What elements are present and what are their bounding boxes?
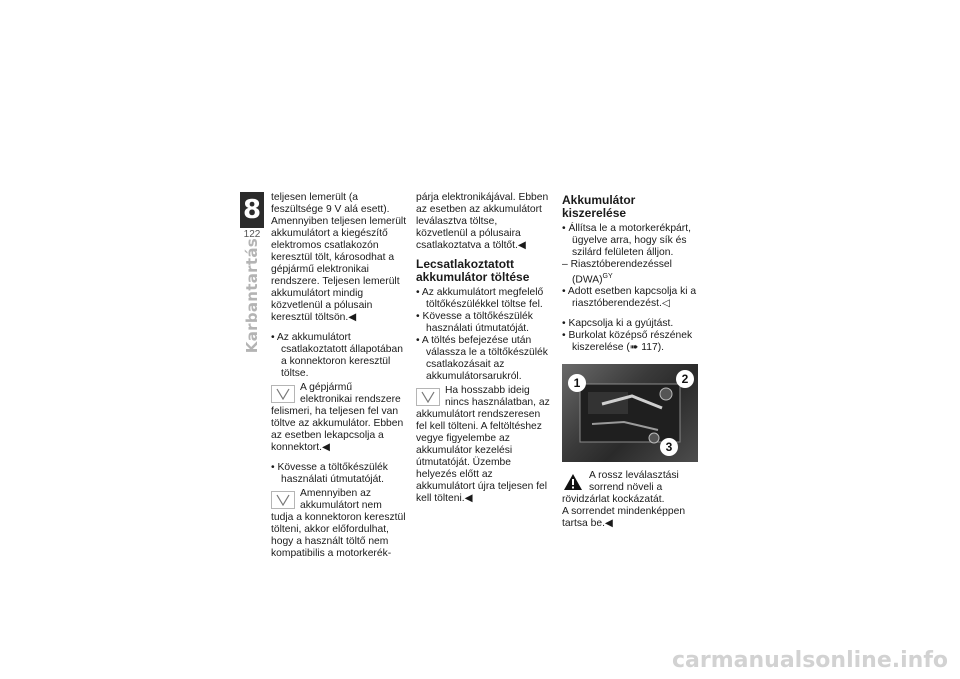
paragraph: teljesen lemerült (a feszültsége 9 V alá esett). Amennyiben teljesen lemerült akkumulátort a kiegészítő elektromos csatlakozón keresztül tölt, károsodhat a gépjármű elektronikai rendszere. Teljesen lemerült akkumulátort mindig közvetlenül a pólusain keresztül töltsön.◀	[271, 192, 407, 323]
note-text: Amennyiben az akkumulátort nem tudja a konnektoron keresztül tölteni, akkor előfordulhat, hogy a használt töltő nem kompatibilis a motorkerék-	[271, 488, 406, 559]
info-note	[271, 382, 407, 454]
warning-text: A rossz leválasztási sorrend növeli a rövidzárlat kockázatát.	[562, 470, 679, 506]
list-item: • Az akkumulátort csatlakoztatott állapotában a konnektoron keresztül töltse.	[271, 332, 407, 380]
list-item: • Kövesse a töltőkészülék használati útmutatóját.	[416, 311, 550, 335]
superscript: GY	[602, 273, 613, 280]
warning-note	[562, 470, 698, 506]
column-2	[416, 192, 550, 505]
photo-label: 2	[676, 370, 694, 388]
bullet-list	[562, 223, 698, 310]
page-number: 122	[243, 229, 261, 240]
list-item: • Állítsa le a motorkerékpárt, ügyelve arra, hogy sík és szilárd felületen álljon.	[562, 223, 698, 259]
list-item: • Az akkumulátort megfelelő töltőkészülékkel töltse fel.	[416, 287, 550, 311]
note-text: A gépjármű elektronikai rendszere felismeri, ha teljesen fel van töltve az akkumulátor. Ebben az esetben lekapcsolja a konnektort.◀	[271, 382, 404, 453]
list-item: • Kövesse a töltőkészülék használati útmutatóját.	[271, 462, 407, 486]
chapter-number-tab: 8	[240, 192, 264, 228]
section-heading: Akkumulátor kiszerelése	[562, 193, 636, 220]
paragraph: A sorrendet mindenképpen tartsa be.◀	[562, 506, 686, 530]
list-item: • A töltés befejezése után válassza le a töltőkészülék csatlakozásait az akkumulátorsarukról.	[416, 335, 550, 383]
chapter-title: Karbantartás	[243, 238, 261, 354]
info-note	[271, 488, 407, 560]
paragraph: párja elektronikájával. Ebben az esetben az akkumulátort leválasztva töltse, közvetlenül a pólusaira csatlakoztatva a töltőt.◀	[416, 192, 549, 251]
warning-icon	[562, 472, 584, 492]
bullet-list	[562, 318, 698, 354]
column-3	[562, 192, 698, 530]
column-1	[271, 192, 407, 560]
info-note-icon	[416, 388, 440, 406]
info-note-icon	[271, 491, 295, 509]
info-note-icon	[271, 385, 295, 403]
bullet-list	[271, 332, 407, 380]
bullet-list	[416, 287, 550, 383]
photo-label: 3	[660, 438, 678, 456]
photo-label: 1	[568, 374, 586, 392]
list-item: • Burkolat középső részének kiszerelése (➠ 117).	[562, 330, 698, 354]
list-item: • Adott esetben kapcsolja ki a riasztóberendezést.◁	[562, 286, 698, 310]
section-heading: Lecsatlakoztatott akkumulátor töltése	[416, 257, 530, 284]
info-note	[416, 385, 550, 505]
list-item: • Kapcsolja ki a gyújtást.	[562, 318, 698, 330]
watermark-text: carmanualsonline.info	[672, 648, 948, 673]
note-text: Ha hosszabb ideig nincs használatban, az akkumulátort rendszeresen fel kell tölteni. A feltöltéshez vegye figyelembe az akkumulátor kezelési útmutatóját. Üzembe helyezés előtt az akkumulátort újra teljesen fel kell tölteni.◀	[416, 385, 550, 504]
chapter-title-vertical	[234, 238, 270, 358]
bullet-list	[271, 462, 407, 486]
list-item-dash: – Riasztóberendezéssel (DWA)$^{GY}$	[562, 259, 698, 286]
battery-photo	[562, 364, 698, 462]
